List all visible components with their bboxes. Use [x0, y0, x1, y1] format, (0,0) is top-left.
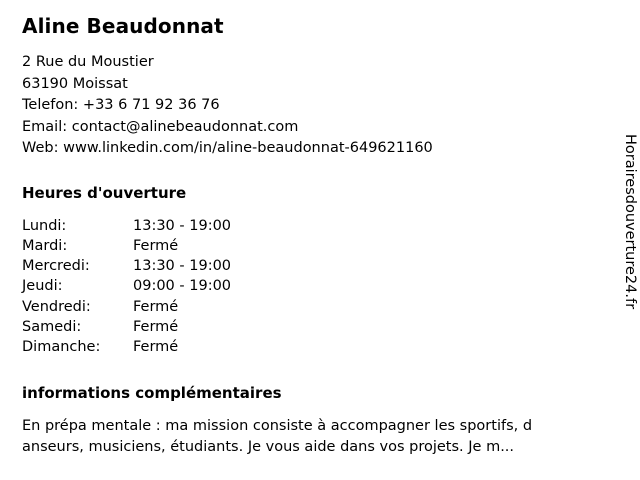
address-line: 2 Rue du Moustier [22, 54, 154, 70]
day-hours: Fermé [133, 318, 179, 335]
day-hours: 09:00 - 19:00 [133, 278, 232, 295]
phone-line: Telefon: +33 6 71 92 36 76 [22, 97, 220, 113]
business-card [22, 0, 602, 459]
day-hours: Fermé [133, 298, 179, 315]
watermark-label: Horairesdouverture24.fr [622, 134, 638, 310]
day-label: Mercredi: [22, 258, 90, 275]
table-row [22, 337, 231, 357]
day-label: Mardi: [22, 237, 68, 254]
day-label: Jeudi: [22, 278, 63, 295]
table-row [22, 216, 231, 236]
table-row [22, 317, 231, 337]
table-row [22, 297, 231, 317]
table-row [22, 236, 231, 256]
day-label: Lundi: [22, 217, 67, 234]
additional-info-text [22, 416, 640, 459]
website-line: Web: www.linkedin.com/in/aline-beaudonnat-649621160 [22, 140, 433, 156]
additional-info-title: informations complémentaires [22, 383, 282, 402]
address-line: 63190 Moissat [22, 75, 128, 92]
address-block [22, 52, 602, 160]
table-row [22, 256, 231, 276]
table-row [22, 276, 231, 296]
day-label: Samedi: [22, 318, 82, 335]
day-label: Dimanche: [22, 339, 101, 356]
opening-hours-title: Heures d'ouverture [22, 183, 187, 202]
day-label: Vendredi: [22, 298, 91, 315]
day-hours: Fermé [133, 237, 179, 254]
day-hours: 13:30 - 19:00 [133, 217, 232, 234]
opening-hours-table [22, 216, 231, 358]
additional-info-line: En prépa mentale : ma mission consiste à accompagner les sportifs, d [22, 417, 533, 434]
page-title: Aline Beaudonnat [22, 14, 224, 38]
day-hours: Fermé [133, 339, 179, 356]
day-hours: 13:30 - 19:00 [133, 258, 232, 275]
email-line: Email: contact@alinebeaudonnat.com [22, 118, 299, 135]
additional-info-line: anseurs, musiciens, étudiants. Je vous aide dans vos projets. Je m... [22, 439, 515, 456]
